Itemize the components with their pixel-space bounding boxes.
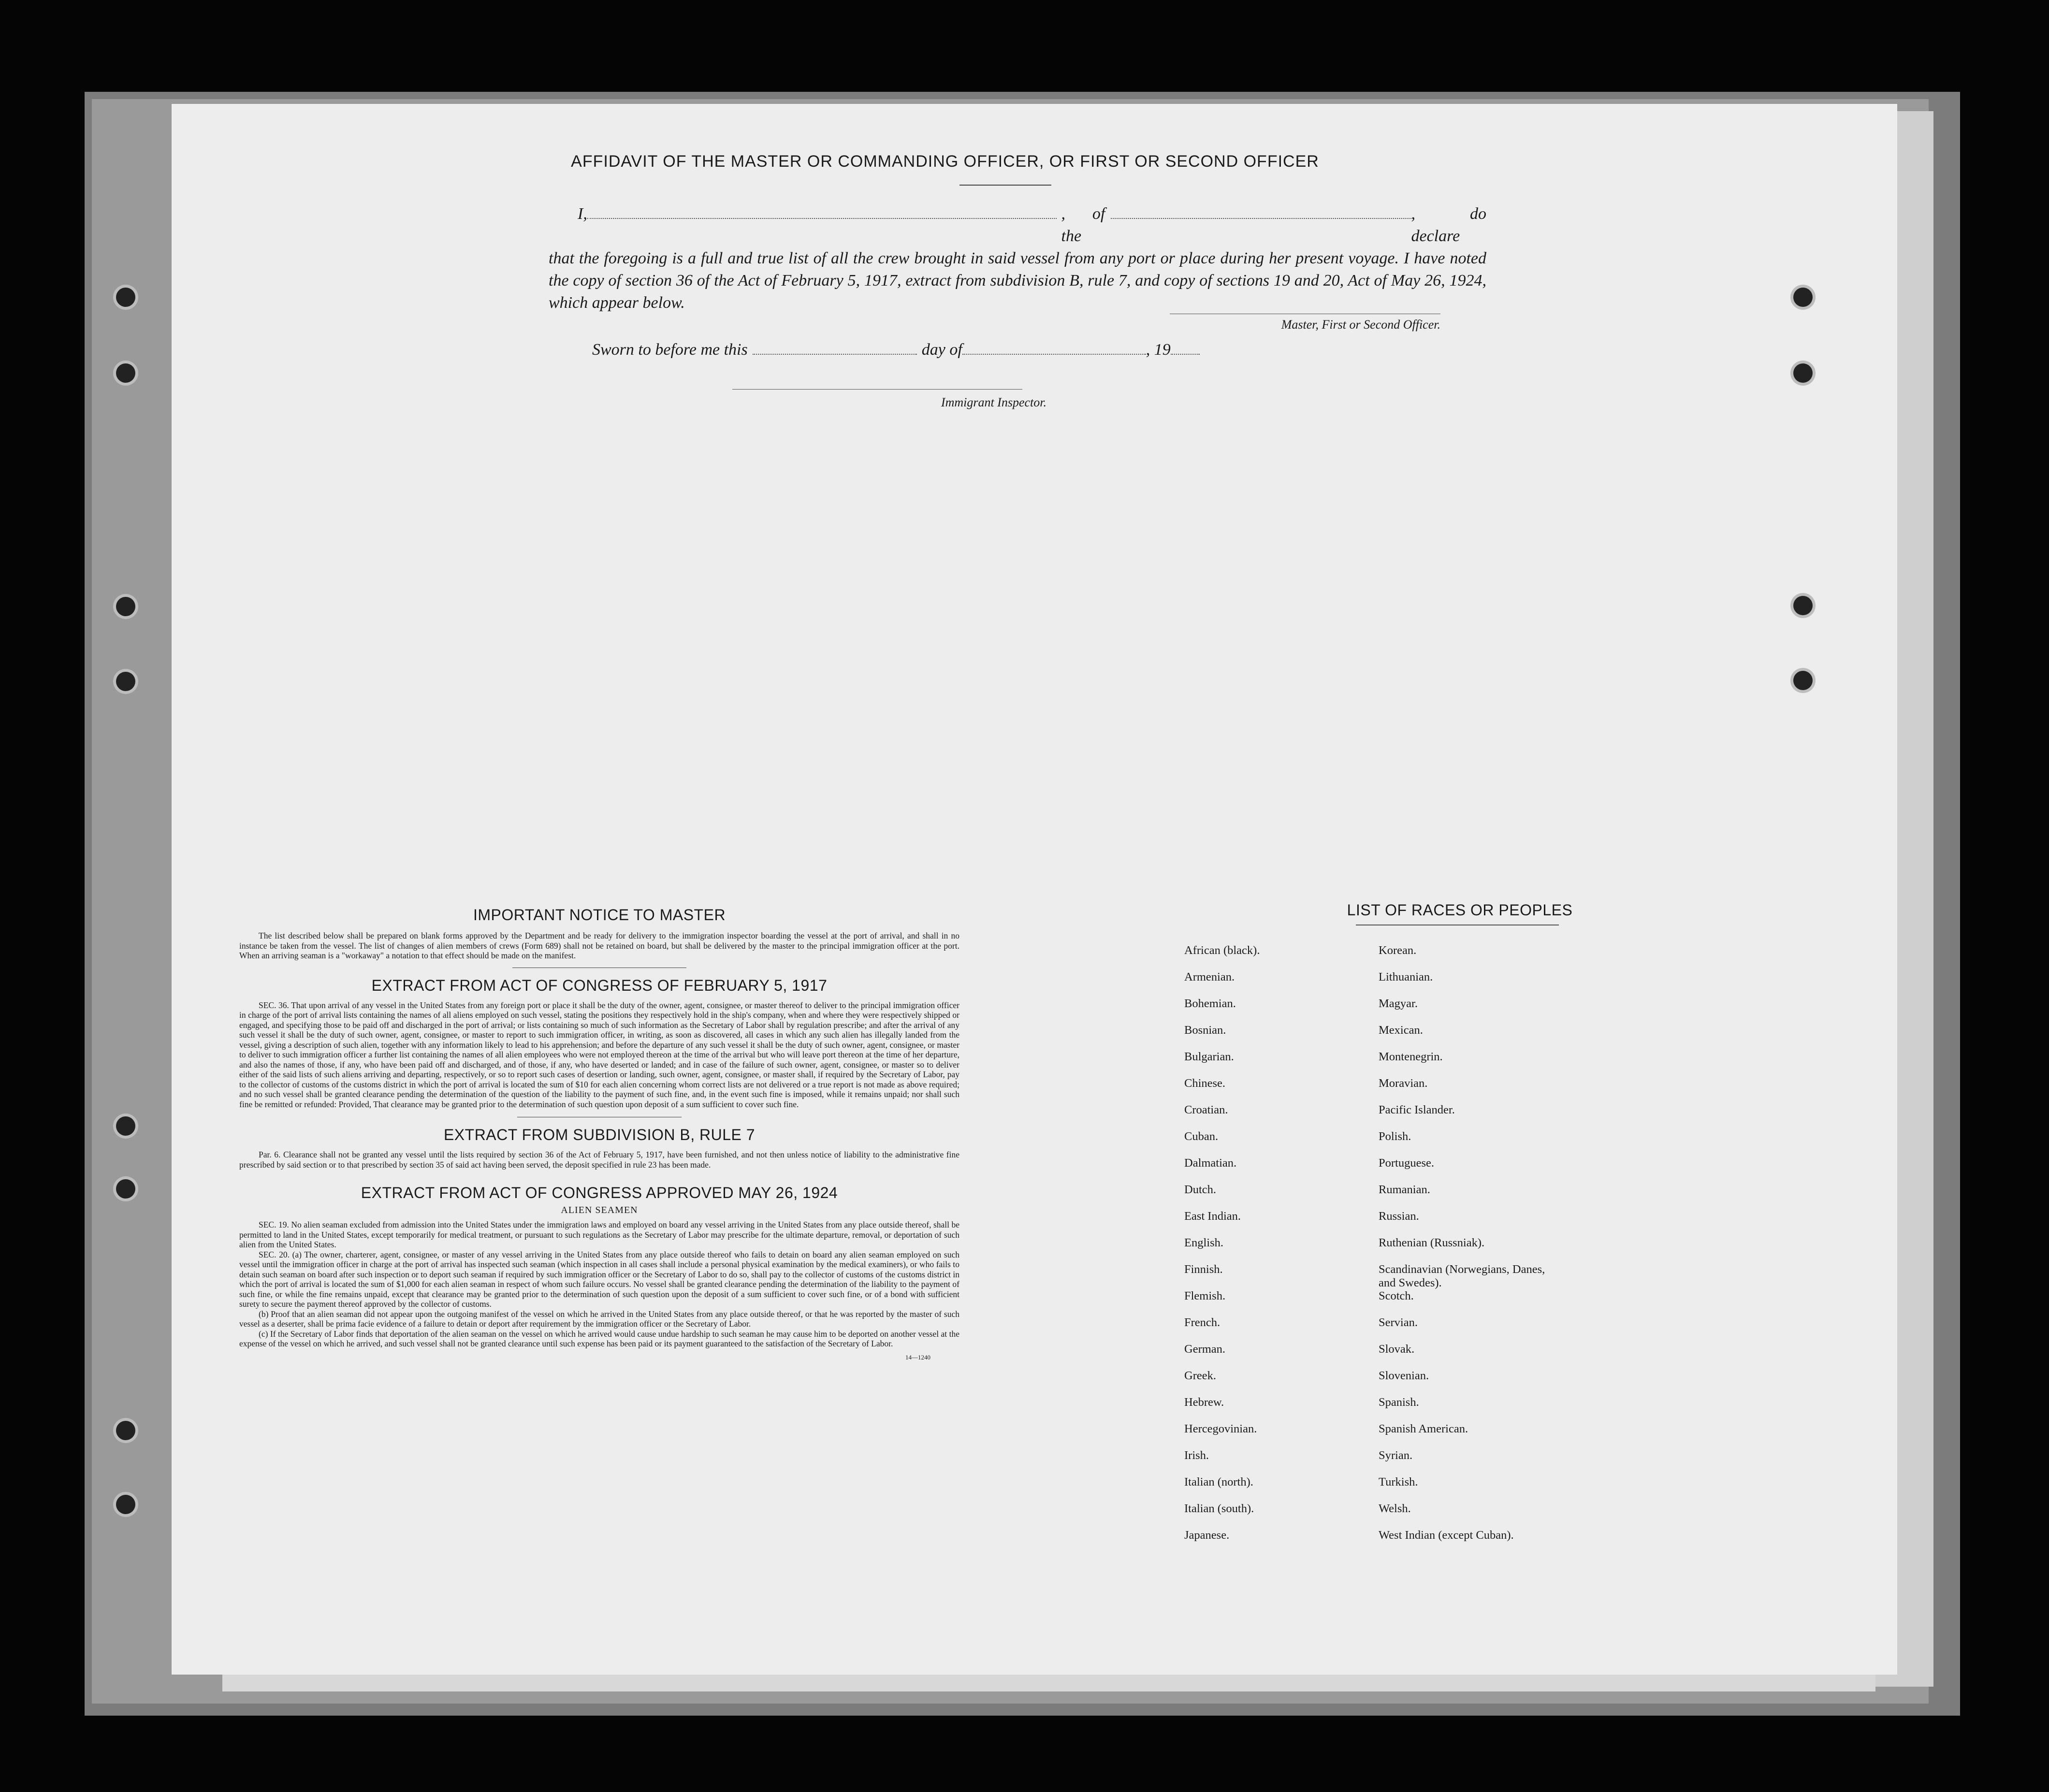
punch-hole <box>116 1116 135 1136</box>
race-item: West Indian (except Cuban). <box>1379 1529 1514 1542</box>
sworn-month-field[interactable] <box>962 354 1146 355</box>
race-item: Bohemian. <box>1184 997 1236 1010</box>
race-item: Ruthenian (Russniak). <box>1379 1236 1485 1249</box>
sworn-day-field[interactable] <box>753 354 917 355</box>
extract-1917-title: EXTRACT FROM ACT OF CONGRESS OF FEBRUARY 5, 1917 <box>371 976 828 994</box>
race-item: Finnish. <box>1184 1263 1223 1276</box>
sworn-day-label: day of <box>921 341 962 359</box>
alien-seamen-subtitle: ALIEN SEAMEN <box>561 1205 638 1215</box>
punch-hole <box>116 1421 135 1440</box>
race-item: Dalmatian. <box>1184 1156 1237 1170</box>
race-item: Polish. <box>1379 1130 1411 1143</box>
master-signature-label: Master, First or Second Officer. <box>1281 318 1440 332</box>
race-item: Italian (south). <box>1184 1502 1254 1515</box>
punch-hole <box>1793 363 1813 383</box>
sworn-year-label: , 19 <box>1146 341 1171 359</box>
extract-rule7-title: EXTRACT FROM SUBDIVISION B, RULE 7 <box>443 1126 756 1143</box>
sworn-year-field[interactable] <box>1171 354 1200 355</box>
race-item: Hercegovinian. <box>1184 1422 1257 1435</box>
extract-1924-title: EXTRACT FROM ACT OF CONGRESS APPROVED MAY 26, 1924 <box>361 1184 838 1201</box>
race-item: Spanish American. <box>1379 1422 1468 1435</box>
races-title: LIST OF RACES OR PEOPLES <box>1347 901 1573 919</box>
legal-notice-column <box>239 906 959 1361</box>
race-item: Portuguese. <box>1379 1156 1434 1170</box>
race-item: Mexican. <box>1379 1024 1423 1037</box>
race-item: Hebrew. <box>1184 1396 1224 1409</box>
extract-1924-sec20a: SEC. 20. (a) The owner, charterer, agent, consignee, or master of any vessel arriving in the United States from any place outside thereof who fails to detain on board any alien seaman employed on such vessel until the immigration officer in charge at the port of arrival has inspected such seaman (which inspection in all cases shall include a personal physical examination by the medical examiners), or who fails to detain such seaman on board after such inspection or to deport such seaman if required by such immigration officer or the Secretary of Labor to do so, shall pay to the collector of customs of the customs district in which the port of arrival is located the sum of $1,000 for each alien seaman in respect of whom such failure occurs. No vessel shall be granted clearance pending the determination of the liability to the payment of such fine, or while the fine remains unpaid, except that clearance may be granted prior to the determination of such question upon the deposit of a sum sufficient to cover such fine, or of a bond with sufficient surety to secure the payment thereof approved by the collector of customs. <box>239 1249 959 1309</box>
race-item: Magyar. <box>1379 997 1418 1010</box>
extract-1917-text: SEC. 36. That upon arrival of any vessel in the United States from any foreign port or place it shall be the duty of the owner, agent, consignee, or master thereof to deliver to the principal immigration officer in charge of the port of arrival lists containing the names of all aliens employed on such vessel, stating the positions they respectively hold in the ship's company, when and where they were respectively shipped or engaged, and specifying those to be paid off and discharged in the port of arrival; or lists containing so much of such information as the Secretary of Labor shall by regulation prescribe; and after the arrival of any such vessel it shall be the duty of such owner, agent, consignee, or master to report to such immigration officer, in writing, as soon as discovered, all cases in which any such alien has illegally landed from the vessel, giving a description of such alien, together with any information likely to lead to his apprehension; and before the departure of any such vessel it shall be the duty of such owner, agent, consignee, or master to deliver to such immigration officer a further list containing the names of all alien employees who were not employed thereon at the time of the arrival but who will leave port thereon at the time of her departure, and also the names of those, if any, who have been paid off and discharged, and of those, if any, who have deserted or landed; and in case of the failure of such owner, agent, consignee, or master so to deliver either of the said lists of such aliens arriving and departing, respectively, or so to report such cases of desertion or landing, such owner, agent, consignee, or master shall, if required by the Secretary of Labor, pay to the collector of customs of the customs district in which the port of arrival is located the sum of $10 for each alien concerning whom correct lists are not delivered or a true report is not made as above required; and no such vessel shall be granted clearance pending the determination of the question of the liability to the payment of such fine, and, in the event such fine is imposed, while it remains unpaid; nor shall such fine be remitted or refunded: Provided, That clearance may be granted prior to the determination of such question upon deposit of a sum sufficient to cover such fine. <box>239 1000 959 1109</box>
sworn-line <box>592 341 1200 359</box>
race-item: Spanish. <box>1379 1396 1419 1409</box>
race-item: African (black). <box>1184 944 1260 957</box>
races-column-1 <box>1184 944 1368 1555</box>
race-item: Scotch. <box>1379 1289 1414 1302</box>
inspector-signature-line[interactable] <box>732 389 1022 390</box>
race-item: Montenegrin. <box>1379 1050 1443 1063</box>
race-item: Greek. <box>1184 1369 1216 1382</box>
race-item: Bosnian. <box>1184 1024 1226 1037</box>
race-item: Russian. <box>1379 1210 1419 1223</box>
declarant-name-field[interactable] <box>587 218 1057 219</box>
race-item: Scandinavian (Norwegians, Danes, and Swedes). <box>1379 1263 1545 1289</box>
punch-hole <box>1793 288 1813 307</box>
race-item: Irish. <box>1184 1449 1209 1462</box>
race-item: Cuban. <box>1184 1130 1219 1143</box>
form-number: 14—1240 <box>905 1353 930 1361</box>
race-item: Syrian. <box>1379 1449 1413 1462</box>
vessel-name-field[interactable] <box>1111 218 1411 219</box>
extract-1924-sec19: SEC. 19. No alien seaman excluded from admission into the United States under the immigration laws and employed on board any vessel arriving in the United States from any place outside thereof, shall be permitted to land in the United States, except temporarily for medical treatment, or pursuant to such regulations as the Secretary of Labor may prescribe for the ultimate departure, removal, or deportation of such alien from the United States. <box>239 1220 959 1249</box>
race-item: Japanese. <box>1184 1529 1230 1542</box>
race-item: Korean. <box>1379 944 1417 957</box>
affidavit-body <box>549 203 1486 314</box>
race-item: Croatian. <box>1184 1103 1228 1116</box>
declarant-of-label: , of the <box>1061 205 1105 245</box>
punch-hole <box>116 672 135 691</box>
affidavit-title: AFFIDAVIT OF THE MASTER OR COMMANDING OFFICER, OR FIRST OR SECOND OFFICER <box>571 152 1319 171</box>
race-item: Armenian. <box>1184 970 1235 983</box>
notice-text: The list described below shall be prepared on blank forms approved by the Department and be ready for delivery to the immigration inspector boarding the vessel at the port of arrival, and shall in no instance be taken from the vessel. The list of changes of alien members of crews (Form 689) shall not be retained on board, but shall be delivered by the master to the principal immigration officer at the port. When an arriving seaman is a "workaway" a notation to that effect should be made on the manifest. <box>239 931 959 960</box>
punch-hole <box>116 363 135 383</box>
declare-label: , do declare <box>1411 205 1486 245</box>
punch-hole <box>116 288 135 307</box>
extract-1924-sec20c: (c) If the Secretary of Labor finds that deportation of the alien seaman on the vessel on which he arrived would cause undue hardship to such seaman he may cause him to be deported on another vessel at the expense of the vessel on which he arrived, and such vessel shall not be granted clearance until such expense has been paid or its payment guaranteed to the satisfaction of the Secretary of Labor. <box>239 1329 959 1348</box>
race-item: Flemish. <box>1184 1289 1226 1302</box>
punch-hole <box>1793 671 1813 690</box>
race-item: Moravian. <box>1379 1077 1428 1090</box>
race-item: Chinese. <box>1184 1077 1226 1090</box>
race-item: Servian. <box>1379 1316 1418 1329</box>
punch-hole <box>1793 596 1813 615</box>
race-item: English. <box>1184 1236 1223 1249</box>
race-item: Italian (north). <box>1184 1475 1253 1489</box>
notice-title: IMPORTANT NOTICE TO MASTER <box>473 906 726 924</box>
races-column-2 <box>1379 944 1630 1555</box>
sworn-prefix: Sworn to before me this <box>592 341 748 359</box>
title-divider <box>959 185 1051 186</box>
race-item: French. <box>1184 1316 1221 1329</box>
race-item: German. <box>1184 1343 1226 1356</box>
declarant-prefix: I, <box>578 205 587 223</box>
race-item: Lithuanian. <box>1379 970 1433 983</box>
inspector-signature-label: Immigrant Inspector. <box>941 395 1046 409</box>
affidavit-statement: that the foregoing is a full and true list of all the crew brought in said vessel from any port or place during her present voyage. I have noted the copy of section 36 of the Act of February 5, 1917, extract from subdivision B, rule 7, and copy of sections 19 and 20, Act of May 26, 1924, which appear below. <box>549 249 1486 312</box>
race-item: Turkish. <box>1379 1475 1418 1489</box>
race-item: East Indian. <box>1184 1210 1241 1223</box>
race-item: Welsh. <box>1379 1502 1411 1515</box>
punch-hole <box>116 1495 135 1514</box>
extract-1924-sec20b: (b) Proof that an alien seaman did not appear upon the outgoing manifest of the vessel on which he arrived in the United States from any place outside thereof, or that he was reported by the master of such vessel as a deserter, shall be prima facie evidence of a failure to detain or deport after requirement by the immigration officer or the Secretary of Labor. <box>239 1309 959 1329</box>
punch-hole <box>116 597 135 616</box>
race-item: Pacific Islander. <box>1379 1103 1455 1116</box>
race-item: Rumanian. <box>1379 1183 1430 1196</box>
document-page <box>172 104 1897 1675</box>
race-item: Dutch. <box>1184 1183 1216 1196</box>
race-item: Slovak. <box>1379 1343 1415 1356</box>
affidavit-declaration-line <box>549 203 1486 247</box>
extract-rule7-text: Par. 6. Clearance shall not be granted any vessel until the lists required by section 36 of the Act of February 5, 1917, have been furnished, and not then unless notice of liability to the administrative fine prescribed by said section or to that prescribed by section 35 of said act having been served, the deposit specified in rule 23 has been made. <box>239 1150 959 1170</box>
race-item: Slovenian. <box>1379 1369 1429 1382</box>
race-item: Bulgarian. <box>1184 1050 1234 1063</box>
punch-hole <box>116 1179 135 1199</box>
